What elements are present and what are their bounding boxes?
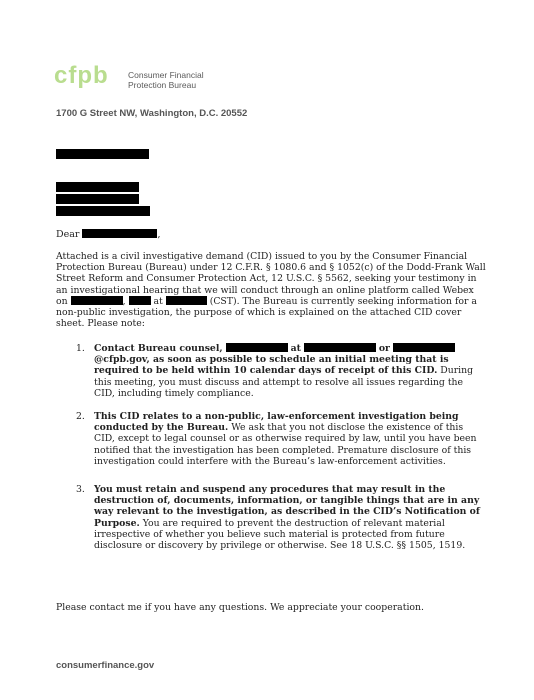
salutation-text: Dear (56, 229, 80, 240)
list-number: 2. (76, 411, 85, 422)
redaction-recipient-line1 (56, 182, 139, 192)
redaction-recipient-name (56, 149, 149, 159)
item1-bold-b: @cfpb.gov, as soon as possible to schedule an initial meeting that is required to be held within 10 calendar days of receipt of this CID. (94, 354, 449, 377)
bureau-address: 1700 G Street NW, Washington, D.C. 20552 (56, 108, 248, 119)
redaction-hearing-year (129, 296, 151, 305)
item1-bold-a: Contact Bureau counsel, (94, 343, 223, 354)
item1-bold-or: or (378, 343, 390, 354)
org-name-line2: Protection Bureau (128, 80, 197, 90)
intro-comma: , (122, 295, 126, 307)
redaction-counsel-phone (304, 343, 376, 352)
redaction-counsel-name (226, 343, 288, 352)
list-item-retain-documents (76, 484, 486, 551)
footer-website: consumerfinance.gov (56, 660, 155, 671)
intro-paragraph (56, 251, 486, 329)
list-item-contact-counsel (76, 343, 486, 399)
cfpb-logo-mark (54, 62, 126, 90)
redaction-recipient-line2 (56, 194, 139, 204)
redaction-recipient-line3 (56, 206, 150, 216)
list-number: 3. (76, 484, 85, 495)
list-item-non-public (76, 411, 486, 467)
item2-bold: This CID relates to a non-public, law-enforcement investigation being conducted by the Bureau. (94, 411, 459, 434)
intro-part2: (CST). The Bureau is currently seeking information for a non-public investigation, the purpose of which is explained on the attached CID cover sheet. Please note: (56, 295, 477, 330)
redaction-salutation-name (82, 229, 157, 238)
logo-mark-text: cfpb (54, 62, 109, 89)
intro-at: at (153, 295, 163, 307)
item1-text: During this meeting, you must discuss and attempt to resolve all issues regarding the CID, including timely compliance. (94, 365, 474, 399)
salutation: Dear , (56, 229, 161, 240)
redaction-hearing-date (71, 296, 123, 305)
item3-bold: You must retain and suspend any procedures that may result in the destruction of, documents, information, or tangible things that are in any way relevant to the investigation, as described in the CID’s Notification of Purpose. (94, 484, 480, 529)
redaction-counsel-email (393, 343, 455, 352)
org-name-line1: Consumer Financial (128, 70, 204, 80)
item1-bold-at: at (290, 343, 301, 354)
org-name (128, 70, 204, 90)
item3-text: You are required to prevent the destruction of relevant material irrespective of whether you believe such material is protected from future disclosure or discovery by privilege or otherwise. See 18 U.S.C. §§ 1505, 1519. (94, 517, 466, 552)
closing-line: Please contact me if you have any questions. We appreciate your cooperation. (56, 602, 424, 613)
list-number: 1. (76, 343, 85, 354)
item2-text: We ask that you not disclose the existence of this CID, except to legal counsel or as otherwise required by law, until you have been notified that the investigation has been completed. Premature disclosure of this investigation could interfere with the Bureau’s law-enforcement activities. (94, 422, 477, 467)
intro-part1: Attached is a civil investigative demand (CID) issued to you by the Consumer Financial Protection Bureau (Bureau) under 12 C.F.R. § 1080.6 and § 1052(c) of the Dodd-Frank Wall Street Reform and Consumer Protection Act, 12 U.S.C. § 5562, seeking your testimony in an investigational hearing that we will conduct through an online platform called Webex on (56, 251, 486, 307)
redaction-hearing-time (166, 296, 207, 305)
